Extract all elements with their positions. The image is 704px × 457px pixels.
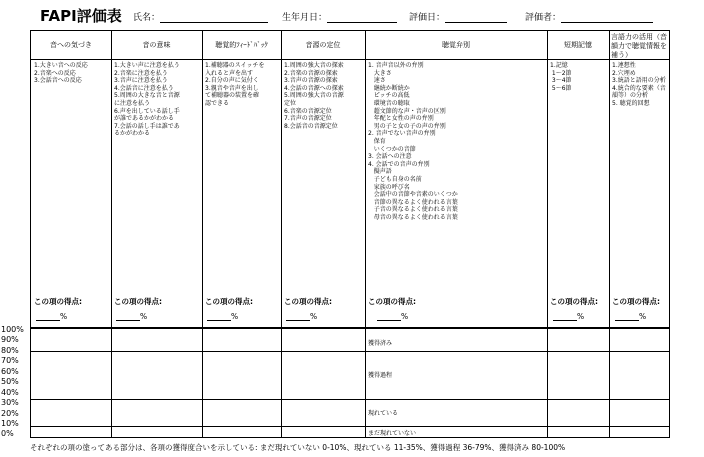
score-input[interactable]: [207, 312, 238, 321]
eval-date-line: [445, 12, 507, 23]
items-sound-awareness: 1.大きい音への反応 2.音楽への反応 3.会話音への反応: [34, 62, 88, 85]
heading-language-use: 言語力の活用（音韻力で聴覚情報を補う）: [611, 33, 667, 59]
heading-sound-awareness: 音への気づき: [50, 41, 92, 49]
percent-70: 70%: [1, 356, 19, 365]
percent-80: 80%: [1, 346, 19, 355]
evaluator-field[interactable]: [525, 10, 653, 23]
name-label: 氏名：: [133, 13, 161, 23]
percent-10: 10%: [1, 419, 19, 428]
level-divider: [31, 351, 669, 352]
footer-legend: それぞれの項の塗ってある部分は、各項の獲得度合いを示している: まだ現れていない 0-10%、現れている 11-35%、獲得過程 36-79%、獲得済み 80-100%: [30, 443, 566, 452]
col-divider: [609, 31, 610, 437]
score-label: この項の得点:: [34, 297, 82, 306]
score-label: この項の得点:: [550, 297, 598, 306]
evaluator-line: [561, 12, 653, 23]
header: [0, 0, 704, 30]
eval-date-label: 評価日：: [409, 13, 446, 23]
percent-sign: %: [639, 312, 647, 321]
score-label: この項の得点:: [205, 297, 253, 306]
mastery-in-progress: 獲得過程: [368, 372, 393, 379]
percent-sign: %: [140, 312, 148, 321]
score-input[interactable]: [553, 312, 584, 321]
percent-40: 40%: [1, 388, 19, 397]
items-discrimination: 1. 音声音以外の弁別 大きさ 速さ 継続か断続か ピッチの高低 環境音の聴取 超文節的な声・音声の区別 年配と女性の声の弁別 男の子と女の子の声の弁別 2. 音声でない音声の弁別 保育 いくつかの音節 3. 会話への注意 4. 会話での音声の弁別 擬声語 子ども自身の名前 家族の呼び名 会話中の音節や音素のいくつか 音節の異なるよく使われる言葉 子音の異なるよく使われる言葉 母音の異なるよく使われる言葉: [368, 62, 458, 221]
level-divider: [31, 426, 669, 427]
percent-100: 100%: [1, 325, 24, 334]
percent-sign: %: [60, 312, 68, 321]
score-input[interactable]: [36, 312, 67, 321]
dob-line: [327, 12, 397, 23]
score-label: この項の得点:: [284, 297, 332, 306]
heading-sound-meaning: 音の意味: [142, 41, 171, 49]
heading-short-term-memory: 短期記憶: [564, 41, 592, 49]
col-divider: [547, 31, 548, 437]
score-label: この項の得点:: [612, 297, 660, 306]
name-line: [160, 12, 268, 23]
evaluator-label: 評価者：: [525, 13, 562, 23]
col-divider: [202, 31, 203, 437]
dob-label: 生年月日：: [282, 13, 328, 23]
score-label: この項の得点:: [368, 297, 416, 306]
items-sound-meaning: 1.大きい声に注意を払う 2.音楽に注意を払う 3.音声に注意を払う 4.会話音に注意を払う 5.周囲の大きな音と音源 に注意を払う 6.声を出している話し手 が誰であるかがわかる 7.会話の話し手は誰であ るかがわかる: [114, 62, 180, 138]
items-language-use: 1.連想性 2.穴埋め 3.統語と語用の分析 4.統合的な要素（音韻等）の分析 5. 聴覚的回想: [612, 62, 666, 107]
score-input[interactable]: [116, 312, 147, 321]
heading-localization: 音源の定位: [305, 41, 341, 49]
percent-30: 30%: [1, 398, 19, 407]
score-input[interactable]: [286, 312, 317, 321]
percent-60: 60%: [1, 367, 19, 376]
percent-0: 0%: [1, 429, 14, 438]
percent-20: 20%: [1, 409, 19, 418]
name-field[interactable]: [133, 10, 268, 23]
mastery-emerging: 現れている: [368, 410, 399, 417]
items-short-term-memory: 1.記憶 1～2節 3～4節 5～6節: [550, 62, 572, 92]
percent-sign: %: [577, 312, 585, 321]
percent-90: 90%: [1, 335, 19, 344]
mastery-not-yet: まだ現れていない: [368, 430, 417, 437]
items-auditory-feedback: 1.補聴器のスイッチを 入れると声を出す 2.自分の声に気付く 3.親音や音声を出し て補聴器の装置を確 認できる: [205, 62, 265, 107]
score-label: この項の得点:: [114, 297, 162, 306]
percent-50: 50%: [1, 377, 19, 386]
col-divider: [111, 31, 112, 437]
evaluation-grid: [30, 30, 670, 438]
percent-sign: %: [231, 312, 239, 321]
score-input[interactable]: [615, 312, 646, 321]
items-localization: 1.周囲の強大音の探索 2.音楽の音源の探索 3.音声の音源の探索 4.会話の音源への探索 5.周囲の強大音の音源 定位 6.音楽の音源定位 7.音声の音源定位 8.会話音の音源定位: [284, 62, 344, 130]
dob-field[interactable]: [282, 10, 397, 23]
col-divider: [365, 31, 366, 437]
mastery-acquired: 獲得済み: [368, 340, 393, 347]
percent-sign: %: [310, 312, 318, 321]
heading-discrimination: 聴覚弁別: [442, 41, 470, 49]
level-divider: [31, 399, 669, 400]
page-title: FAPI評価表: [40, 7, 122, 25]
eval-date-field[interactable]: [409, 10, 507, 23]
score-divider: [31, 327, 669, 329]
heading-auditory-feedback: 聴覚的ﾌｨｰﾄﾞﾊﾞｯｸ: [215, 41, 268, 49]
score-input[interactable]: [377, 312, 408, 321]
col-divider: [281, 31, 282, 437]
percent-sign: %: [401, 312, 409, 321]
header-divider: [31, 59, 669, 60]
